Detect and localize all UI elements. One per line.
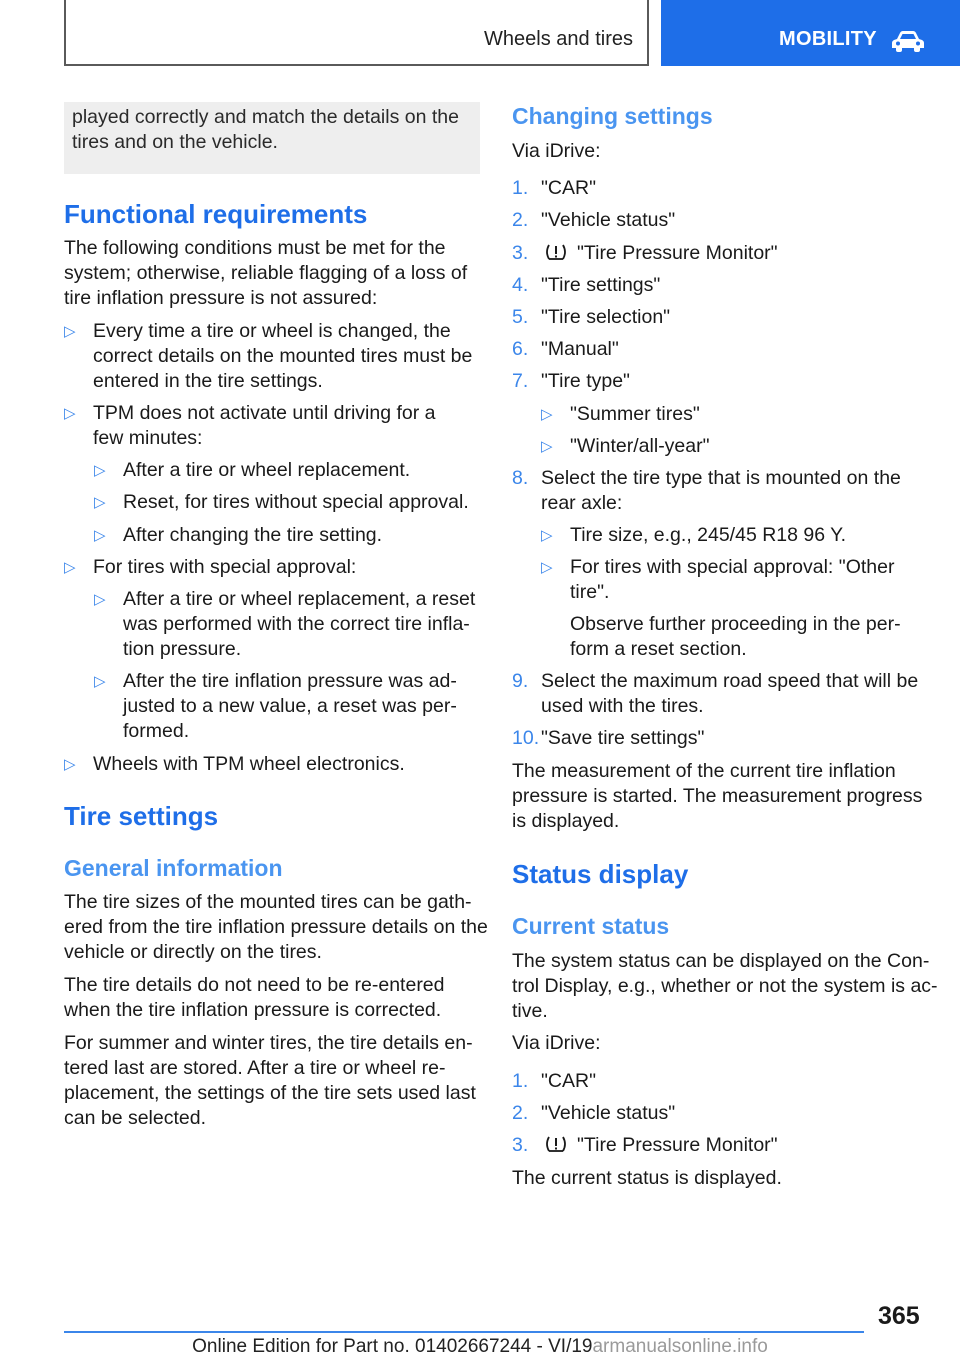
step-number: 4. [512, 274, 529, 296]
text-line: few minutes: [93, 427, 203, 449]
text-line: For summer and winter tires, the tire details en‐ [64, 1032, 473, 1054]
triangle-right-outline-icon: ▷ [64, 559, 76, 576]
text-line: TPM does not activate until driving for a [93, 402, 436, 424]
watermark-text: armanualsonline.info [592, 1336, 768, 1357]
text-line: correct details on the mounted tires must be [93, 345, 473, 367]
triangle-right-outline-icon: ▷ [94, 591, 106, 608]
status-result-text: The current status is displayed. [512, 1167, 782, 1189]
text-line: pressure is started. The measurement progress [512, 785, 923, 807]
step-number: 6. [512, 338, 529, 360]
text-line: After changing the tire setting. [123, 524, 383, 546]
triangle-right-outline-icon: ▷ [541, 406, 553, 423]
step-number: 3. [512, 242, 529, 264]
step-text: "Tire type" [541, 370, 630, 392]
text-line: entered in the tire settings. [93, 370, 323, 392]
step-number: 9. [512, 670, 529, 692]
text-line: Every time a tire or wheel is changed, the [93, 320, 451, 342]
text-line: Wheels with TPM wheel electronics. [93, 753, 405, 775]
text-line: The following conditions must be met for the [64, 237, 446, 259]
step-text: Select the tire type that is mounted on the [541, 467, 901, 489]
step-text: "Manual" [541, 338, 619, 360]
text-line: tire". [570, 581, 610, 603]
text-line: formed. [123, 720, 190, 742]
step-number: 3. [512, 1134, 529, 1156]
text-line: Reset, for tires without special approval. [123, 491, 469, 513]
step-note [570, 612, 901, 662]
step-text: "Vehicle status" [541, 209, 676, 231]
step-text: "Save tire settings" [541, 727, 705, 749]
triangle-right-outline-icon: ▷ [64, 323, 76, 340]
step-number: 8. [512, 467, 529, 489]
text-line: After a tire or wheel replacement. [123, 459, 411, 481]
text-line: "Summer tires" [570, 403, 700, 425]
text-line: when the tire inflation pressure is corrected. [64, 999, 442, 1021]
triangle-right-outline-icon: ▷ [541, 438, 553, 455]
step-text: "Tire selection" [541, 306, 671, 328]
triangle-right-outline-icon: ▷ [94, 673, 106, 690]
step-number: 1. [512, 1070, 529, 1092]
page-number: 365 [878, 1302, 920, 1330]
functional-intro [64, 236, 467, 311]
text-line: placement, the settings of the tire sets used last [64, 1082, 476, 1104]
header-section-title: Wheels and tires [484, 28, 633, 50]
header-section-box [64, 0, 649, 66]
triangle-right-outline-icon: ▷ [94, 462, 106, 479]
text-line: tive. [512, 1000, 548, 1022]
text-line: For tires with special approval: "Other [570, 556, 895, 578]
triangle-right-outline-icon: ▷ [94, 494, 106, 511]
step-text: "Tire Pressure Monitor" [577, 242, 778, 264]
text-line: can be selected. [64, 1107, 207, 1129]
via-idrive-text: Via iDrive: [512, 1032, 601, 1054]
step-number: 5. [512, 306, 529, 328]
tire-pressure-warning-icon [543, 243, 569, 261]
triangle-right-outline-icon: ▷ [64, 405, 76, 422]
note-line: played correctly and match the details on the [72, 106, 459, 128]
text-line: For tires with special approval: [93, 556, 357, 578]
tire-settings-heading: Tire settings [64, 801, 219, 831]
car-icon [891, 29, 925, 53]
step-text: rear axle: [541, 492, 623, 514]
text-line: form a reset section. [570, 638, 747, 660]
text-line: After a tire or wheel replacement, a reset [123, 588, 476, 610]
current-status-heading: Current status [512, 913, 670, 939]
step-number: 1. [512, 177, 529, 199]
header-chapter-title: MOBILITY [779, 28, 877, 50]
tire-settings-paragraph [64, 1031, 476, 1131]
changing-settings-heading: Changing settings [512, 103, 713, 129]
step-number: 2. [512, 209, 529, 231]
triangle-right-outline-icon: ▷ [64, 756, 76, 773]
triangle-right-outline-icon: ▷ [94, 527, 106, 544]
step-number: 2. [512, 1102, 529, 1124]
step-text: "Vehicle status" [541, 1102, 676, 1124]
triangle-right-outline-icon: ▷ [541, 527, 553, 544]
functional-requirements-heading: Functional requirements [64, 199, 368, 229]
general-information-heading: General information [64, 855, 283, 881]
step-number: 10. [512, 727, 540, 749]
text-line: was performed with the correct tire infla‐ [123, 613, 470, 635]
edition-text: Online Edition for Part no. 01402667244 - VI/19 [192, 1336, 593, 1357]
text-line: The tire details do not need to be re-entered [64, 974, 445, 996]
status-display-heading: Status display [512, 859, 689, 889]
triangle-right-outline-icon: ▷ [541, 559, 553, 576]
text-line: trol Display, e.g., whether or not the system is ac‐ [512, 975, 938, 997]
tire-settings-paragraph [64, 973, 445, 1023]
text-line: After the tire inflation pressure was ad‐ [123, 670, 457, 692]
text-line: system; otherwise, reliable flagging of a loss of [64, 262, 468, 284]
text-line: Observe further proceeding in the per‐ [570, 613, 901, 635]
step-text: "Tire Pressure Monitor" [577, 1134, 778, 1156]
tire-settings-paragraph [64, 890, 488, 965]
text-line: tire inflation pressure is not assured: [64, 287, 378, 309]
text-line: Tire size, e.g., 245/45 R18 96 Y. [570, 524, 847, 546]
step-text: "CAR" [541, 1070, 597, 1092]
footer-divider [64, 1331, 864, 1333]
step-text: Select the maximum road speed that will be [541, 670, 919, 692]
text-line: The measurement of the current tire inflation [512, 760, 896, 782]
step-number: 7. [512, 370, 529, 392]
text-line: vehicle or directly on the tires. [64, 941, 322, 963]
text-line: The system status can be displayed on the Con‐ [512, 950, 930, 972]
step-text: "CAR" [541, 177, 597, 199]
text-line: tered last are stored. After a tire or wheel re‐ [64, 1057, 446, 1079]
step-text: used with the tires. [541, 695, 704, 717]
text-line: is displayed. [512, 810, 620, 832]
via-idrive-text: Via iDrive: [512, 140, 601, 162]
footer-edition [0, 1336, 960, 1358]
tire-pressure-warning-icon [543, 1135, 569, 1153]
text-line: The tire sizes of the mounted tires can be gath‐ [64, 891, 472, 913]
measurement-paragraph [512, 759, 922, 834]
text-line: ered from the tire inflation pressure details on the [64, 916, 488, 938]
text-line: "Winter/all-year" [570, 435, 710, 457]
text-line: justed to a new value, a reset was per‐ [123, 695, 457, 717]
note-box [64, 102, 480, 174]
status-paragraph [512, 949, 938, 1024]
header-chapter-box [661, 0, 960, 66]
note-line: tires and on the vehicle. [72, 131, 278, 153]
text-line: tion pressure. [123, 638, 242, 660]
step-text: "Tire settings" [541, 274, 661, 296]
